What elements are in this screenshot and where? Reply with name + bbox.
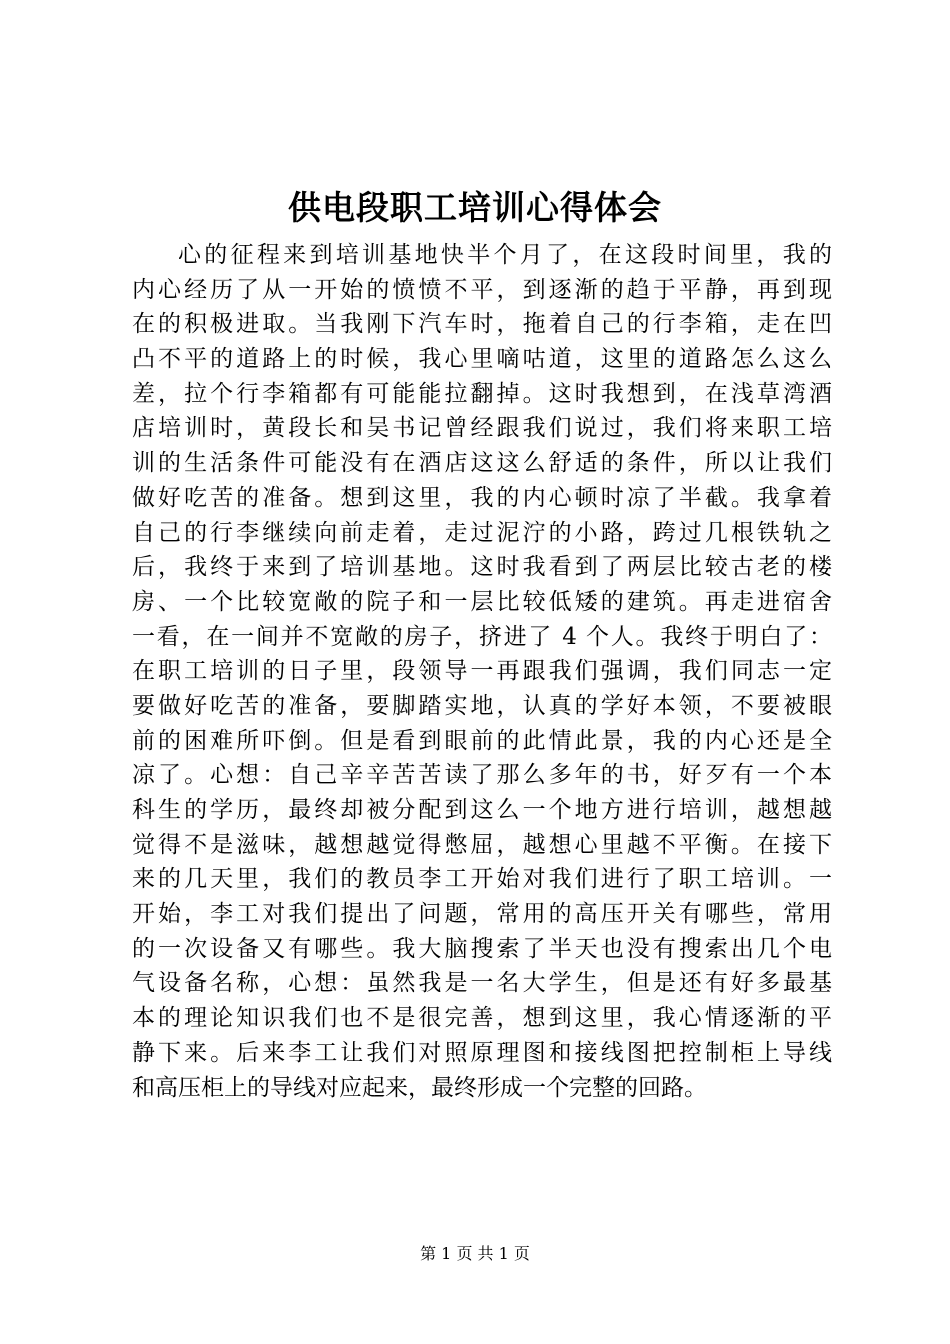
text-line: 本的理论知识我们也不是很完善，想到这里，我心情逐渐的平	[132, 1005, 832, 1032]
text-line: 要做好吃苦的准备，要脚踏实地，认真的学好本领，不要被眼	[132, 692, 832, 719]
text-line: 科生的学历，最终却被分配到这么一个地方进行培训，越想越	[132, 797, 832, 823]
text-line: 训的生活条件可能没有在酒店这这么舒适的条件，所以让我们	[132, 450, 832, 477]
page-number: 第 1 页 共 1 页	[420, 1244, 530, 1263]
text-line: 开始，李工对我们提出了问题，常用的高压开关有哪些，常用	[132, 901, 832, 928]
text-line: 房、一个比较宽敞的院子和一层比较低矮的建筑。再走进宿舍	[132, 588, 832, 615]
text-line: 的一次设备又有哪些。我大脑搜索了半天也没有搜索出几个电	[132, 935, 832, 962]
text-line: 凉了。心想：自己辛辛苦苦读了那么多年的书，好歹有一个本	[132, 762, 832, 789]
text-line: 在职工培训的日子里，段领导一再跟我们强调，我们同志一定	[132, 658, 832, 685]
text-line: 前的困难所吓倒。但是看到眼前的此情此景，我的内心还是全	[132, 727, 832, 754]
text-line: 店培训时，黄段长和吴书记曾经跟我们说过，我们将来职工培	[132, 415, 832, 442]
text-line: 心的征程来到培训基地快半个月了，在这段时间里，我的	[178, 242, 832, 268]
text-line: 一看，在一间并不宽敞的房子，挤进了 4 个人。我终于明白了：	[132, 623, 832, 650]
text-line: 内心经历了从一开始的愤愤不平，到逐渐的趋于平静，再到现	[132, 276, 832, 303]
document-title: 供电段职工培训心得体会	[288, 188, 662, 227]
text-line: 在的积极进取。当我刚下汽车时，拖着自己的行李箱，走在凹	[132, 311, 832, 338]
text-line: 静下来。后来李工让我们对照原理图和接线图把控制柜上导线	[132, 1039, 832, 1066]
text-line: 来的几天里，我们的教员李工开始对我们进行了职工培训。一	[132, 866, 832, 893]
text-line: 气设备名称，心想：虽然我是一名大学生，但是还有好多最基	[132, 970, 832, 997]
text-line: 自己的行李继续向前走着，走过泥泞的小路，跨过几根铁轨之	[132, 519, 832, 546]
document-body	[132, 238, 832, 1105]
text-line: 觉得不是滋味，越想越觉得憋屈，越想心里越不平衡。在接下	[132, 831, 832, 858]
text-line: 做好吃苦的准备。想到这里，我的内心顿时凉了半截。我拿着	[132, 484, 832, 511]
text-line: 和高压柜上的导线对应起来，最终形成一个完整的回路。	[132, 1074, 707, 1101]
text-line: 差，拉个行李箱都有可能能拉翻掉。这时我想到，在浅草湾酒	[132, 380, 832, 407]
text-line: 后，我终于来到了培训基地。这时我看到了两层比较古老的楼	[132, 554, 832, 581]
text-line: 凸不平的道路上的时候，我心里嘀咕道，这里的道路怎么这么	[132, 346, 832, 373]
